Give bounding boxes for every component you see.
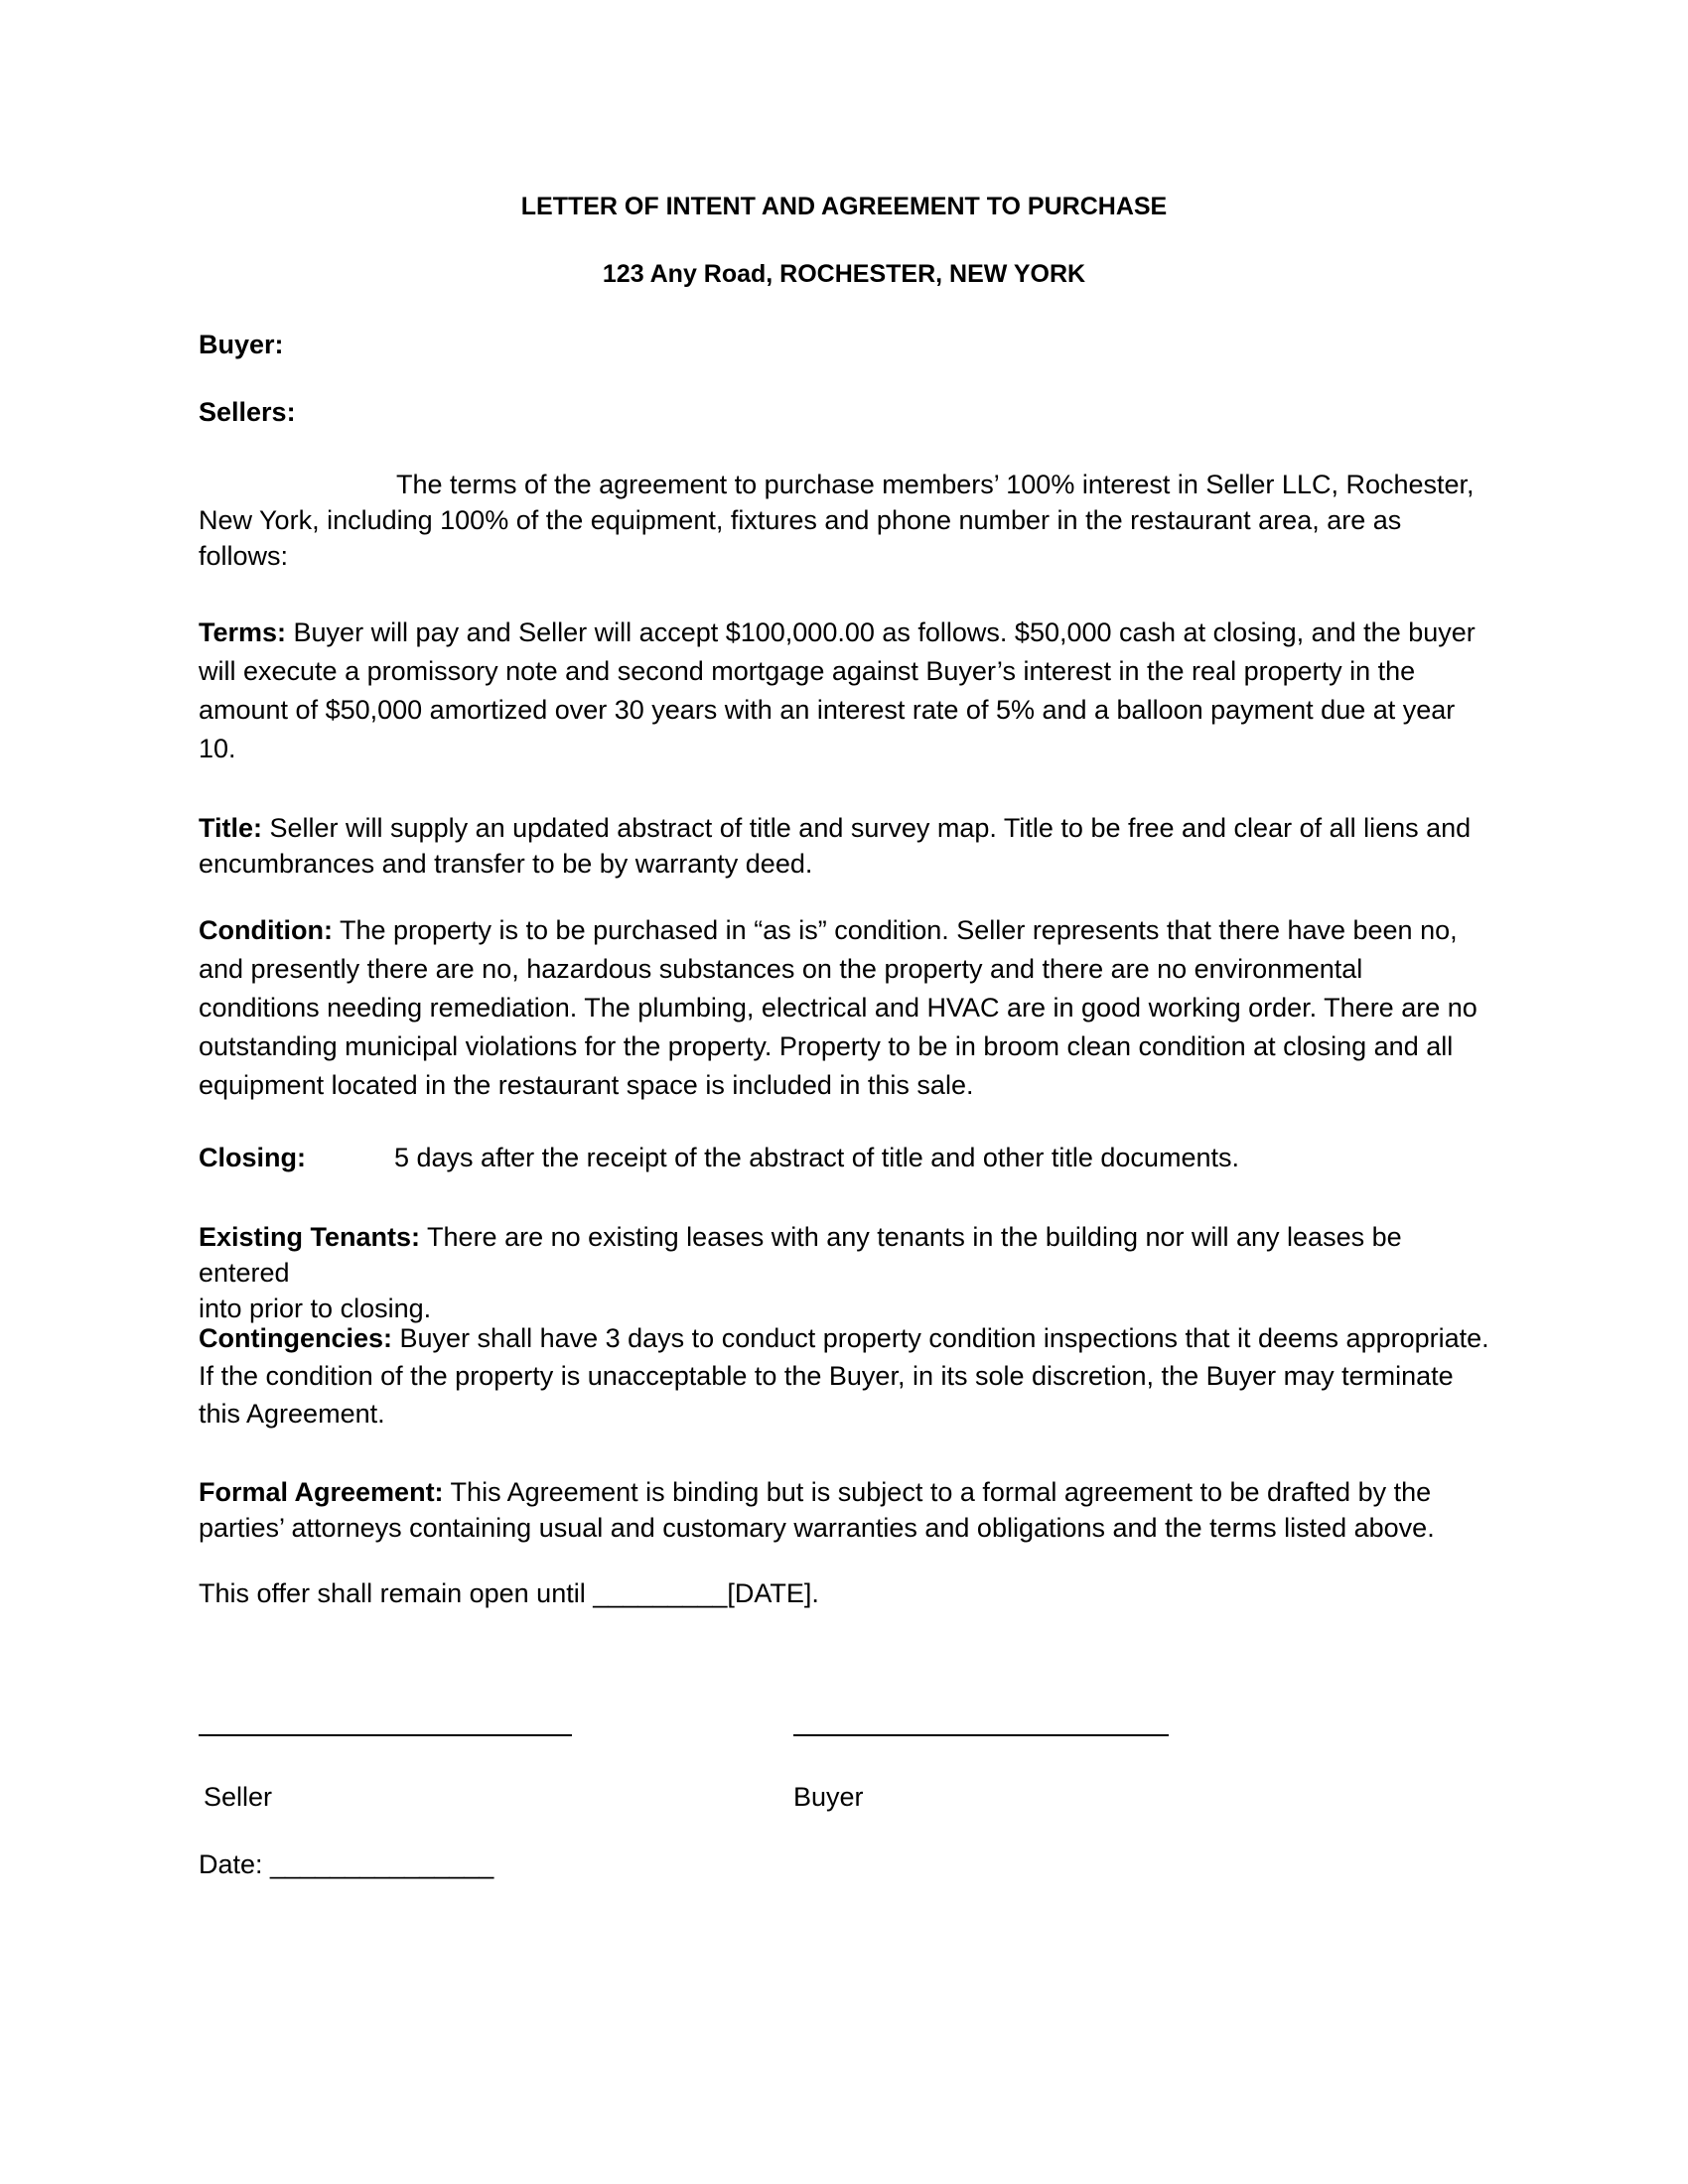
closing-label: Closing: <box>199 1143 306 1172</box>
intro-line-1: The terms of the agreement to purchase members’ 100% interest in Seller LLC, Rochester, <box>396 470 1475 499</box>
existing-tenants-label: Existing Tenants: <box>199 1222 421 1252</box>
terms-label: Terms: <box>199 617 287 647</box>
existing-tenants-line-1: There are no existing leases with any tenants in the building nor will any leases be entered <box>199 1222 1402 1288</box>
condition-section <box>199 911 1489 1105</box>
intro-line-2: New York, including 100% of the equipment, fixtures and phone number in the restaurant area, are as <box>199 505 1402 535</box>
intro-paragraph <box>199 467 1489 574</box>
contingencies-line-1: Buyer shall have 3 days to conduct property condition inspections that it deems appropriate. <box>392 1323 1489 1353</box>
terms-line-2: will execute a promissory note and second mortgage against Buyer’s interest in the real property in the <box>199 656 1416 686</box>
buyer-signature-label: Buyer <box>793 1782 864 1812</box>
contingencies-line-3: this Agreement. <box>199 1399 385 1429</box>
buyer-label <box>199 327 1489 362</box>
intro-line-3: follows: <box>199 541 289 571</box>
condition-line-1: The property is to be purchased in “as is” condition. Seller represents that there have been no, <box>332 915 1458 945</box>
title-line-2: encumbrances and transfer to be by warranty deed. <box>199 849 813 879</box>
closing-section <box>199 1140 1489 1175</box>
condition-line-5: equipment located in the restaurant space is included in this sale. <box>199 1070 974 1100</box>
title-section-label: Title: <box>199 813 263 843</box>
buyer-label-text: Buyer: <box>199 330 284 359</box>
terms-section <box>199 614 1489 768</box>
sellers-label-text: Sellers: <box>199 397 296 427</box>
terms-line-1: Buyer will pay and Seller will accept $100,000.00 as follows. $50,000 cash at closing, and the buyer <box>286 617 1476 647</box>
formal-agreement-line-1: This Agreement is binding but is subject to a formal agreement to be drafted by the <box>443 1477 1432 1507</box>
terms-line-4: 10. <box>199 734 236 763</box>
seller-signature-line[interactable] <box>199 1734 572 1736</box>
condition-line-3: conditions needing remediation. The plumbing, electrical and HVAC are in good working order. There are no <box>199 993 1477 1023</box>
title-line-1: Seller will supply an updated abstract of title and survey map. Title to be free and clear of all liens and <box>262 813 1472 843</box>
condition-line-4: outstanding municipal violations for the property. Property to be in broom clean condition at closing and all <box>199 1031 1454 1061</box>
contingencies-line-2: If the condition of the property is unacceptable to the Buyer, in its sole discretion, the Buyer may terminate <box>199 1361 1454 1391</box>
condition-label: Condition: <box>199 915 333 945</box>
terms-line-3: amount of $50,000 amortized over 30 years with an interest rate of 5% and a balloon payment due at year <box>199 695 1456 725</box>
title-section <box>199 810 1489 882</box>
existing-tenants-section <box>199 1219 1489 1326</box>
offer-open-text: This offer shall remain open until _________[DATE]. <box>199 1578 819 1608</box>
formal-agreement-line-2: parties’ attorneys containing usual and customary warranties and obligations and the terms listed above. <box>199 1513 1435 1543</box>
closing-text: 5 days after the receipt of the abstract of title and other title documents. <box>394 1143 1239 1172</box>
formal-agreement-label: Formal Agreement: <box>199 1477 444 1507</box>
contingencies-label: Contingencies: <box>199 1323 393 1353</box>
condition-line-2: and presently there are no, hazardous substances on the property and there are no environmental <box>199 954 1363 984</box>
seller-signature-label: Seller <box>204 1782 273 1812</box>
formal-agreement-section <box>199 1474 1489 1546</box>
existing-tenants-line-2: into prior to closing. <box>199 1294 432 1323</box>
document-title: LETTER OF INTENT AND AGREEMENT TO PURCHASE <box>520 193 1168 220</box>
date-field[interactable]: Date: _______________ <box>199 1849 494 1879</box>
property-address: 123 Any Road, ROCHESTER, NEW YORK <box>602 260 1086 288</box>
contingencies-section <box>199 1319 1489 1433</box>
buyer-signature-line[interactable] <box>793 1734 1169 1736</box>
sellers-label <box>199 394 1489 430</box>
